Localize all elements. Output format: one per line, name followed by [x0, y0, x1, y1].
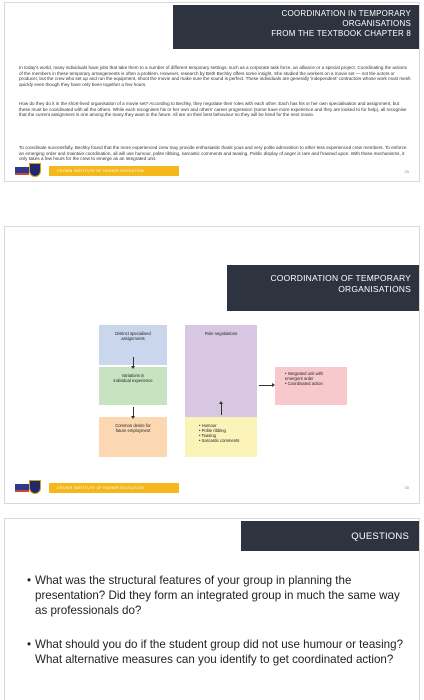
question-1-text: What was the structural features of your group in planning the presentation? Did they form an integrated group in much the same way as professionals do? [35, 574, 400, 617]
slide1-title-line-1: COORDINATION IN TEMPORARY [281, 9, 411, 18]
slide2-footer-strip [49, 483, 179, 493]
box-variations-experience [99, 367, 167, 405]
slide2-title-line-2: ORGANISATIONS [338, 284, 411, 294]
slide1-title-line-3: FROM THE TEXTBOOK CHAPTER 8 [271, 29, 411, 38]
slide1-title-line-2: ORGANISATIONS [342, 19, 411, 28]
flag-icon [15, 167, 29, 175]
slide2-title-line-1: COORDINATION OF TEMPORARY [270, 273, 411, 283]
slide-questions [4, 518, 420, 700]
bullet-1: • [27, 574, 32, 587]
box-common-line-1: Common desire for [115, 423, 151, 428]
question-2 [27, 637, 405, 667]
box-distinct-line-2: assignments [121, 336, 145, 341]
slide1-paragraph-2: How do they do it in the short-lived organisation of a movie set? According to Bechky, they negotiate their roles with each other. Each has his or her own specialisation and assignment, but these must be coordinated with all the others. While each recognises his or her own and others' career progression (some have more experience and they are looked to for help), all recognise that the current assignment is one among the many they want in the future. All are on their best behaviour so they will be hired for the next movie. [19, 101, 407, 118]
question-1 [27, 573, 405, 618]
arrow-role-to-integrated [259, 385, 273, 386]
flag-icon [15, 484, 29, 492]
slide2-footer-text: CROWN INSTITUTE OF HIGHER EDUCATION [57, 486, 144, 490]
box-humour-line-1: • Humour [199, 423, 217, 428]
box-humour-line-2: • Polite ribbing [199, 428, 226, 433]
box-distinct-line-1: Distinct specialised [115, 331, 151, 336]
box-role-label: Role negotiations [204, 331, 238, 336]
crest-icon [29, 480, 41, 494]
slide2-page-number: 30 [404, 485, 409, 490]
arrow-variations-to-common [133, 407, 134, 417]
slide-coordination-diagram [4, 226, 420, 504]
slide2-title-bar [227, 265, 419, 311]
institution-logo [15, 163, 45, 177]
box-integrated-line-2: emergent order [285, 376, 314, 381]
slide-coordination-textbook [4, 2, 420, 182]
slide1-paragraph-3: To coordinate successfully, Bechky found that the more experienced crew may provide enthusiastic thank yous and very polite admonition to other less experienced crew members. To enforce an emerging order and maintain coordination, all will use humour, polite ribbing, sarcastic comments and teasing. Public display of anger is rare and frowned upon. With these mechanisms, it only takes a few hours for the crew to emerge as an integrated unit. [19, 145, 407, 162]
slide3-title-bar [241, 521, 419, 551]
box-integrated-line-3: • Coordinated action [285, 381, 323, 386]
box-common-line-2: future employment [115, 428, 151, 433]
box-humour-mechanisms [185, 417, 257, 457]
box-variations-line-1: Variations in [121, 373, 145, 378]
box-humour-line-4: • Sarcastic comments [199, 438, 240, 443]
box-integrated-line-1: • Integrated unit with [285, 371, 324, 376]
question-2-text: What should you do if the student group did not use humour or teasing? What alternative measures can you identify to get coordinated action? [35, 638, 404, 666]
box-humour-line-3: • Teasing [199, 433, 216, 438]
box-variations-line-2: individual experience [113, 378, 153, 383]
crest-icon [29, 163, 41, 177]
box-integrated-unit [275, 367, 347, 405]
slide1-paragraph-1: In today's world, many individuals have jobs that take them to a number of different temporary settings, such as a corporate task force, an alliance or a special project. Coordinating the actions of the members in these temporary arrangements is often a problem. However, research by Beth Bechky offers some insight. She studied the workers on a movie set — not the actors or producer, but the crew who set up and run the equipment, shoot the movie and make sure the sound is perfect. These individuals are generally 'independent' contractors whose work must mesh quickly even though they have only been together a few hours. [19, 65, 411, 87]
arrow-distinct-to-variations [133, 357, 134, 367]
arrow-humour-to-role [221, 403, 222, 415]
slide1-footer-strip [49, 166, 179, 176]
slide3-title: QUESTIONS [351, 531, 409, 542]
slide1-title-bar [173, 5, 419, 49]
institution-logo-2 [15, 480, 45, 494]
box-common-desire [99, 417, 167, 457]
bullet-2: • [27, 638, 32, 651]
slide1-page-number: 29 [404, 169, 409, 174]
slide1-footer-text: CROWN INSTITUTE OF HIGHER EDUCATION [57, 169, 144, 173]
